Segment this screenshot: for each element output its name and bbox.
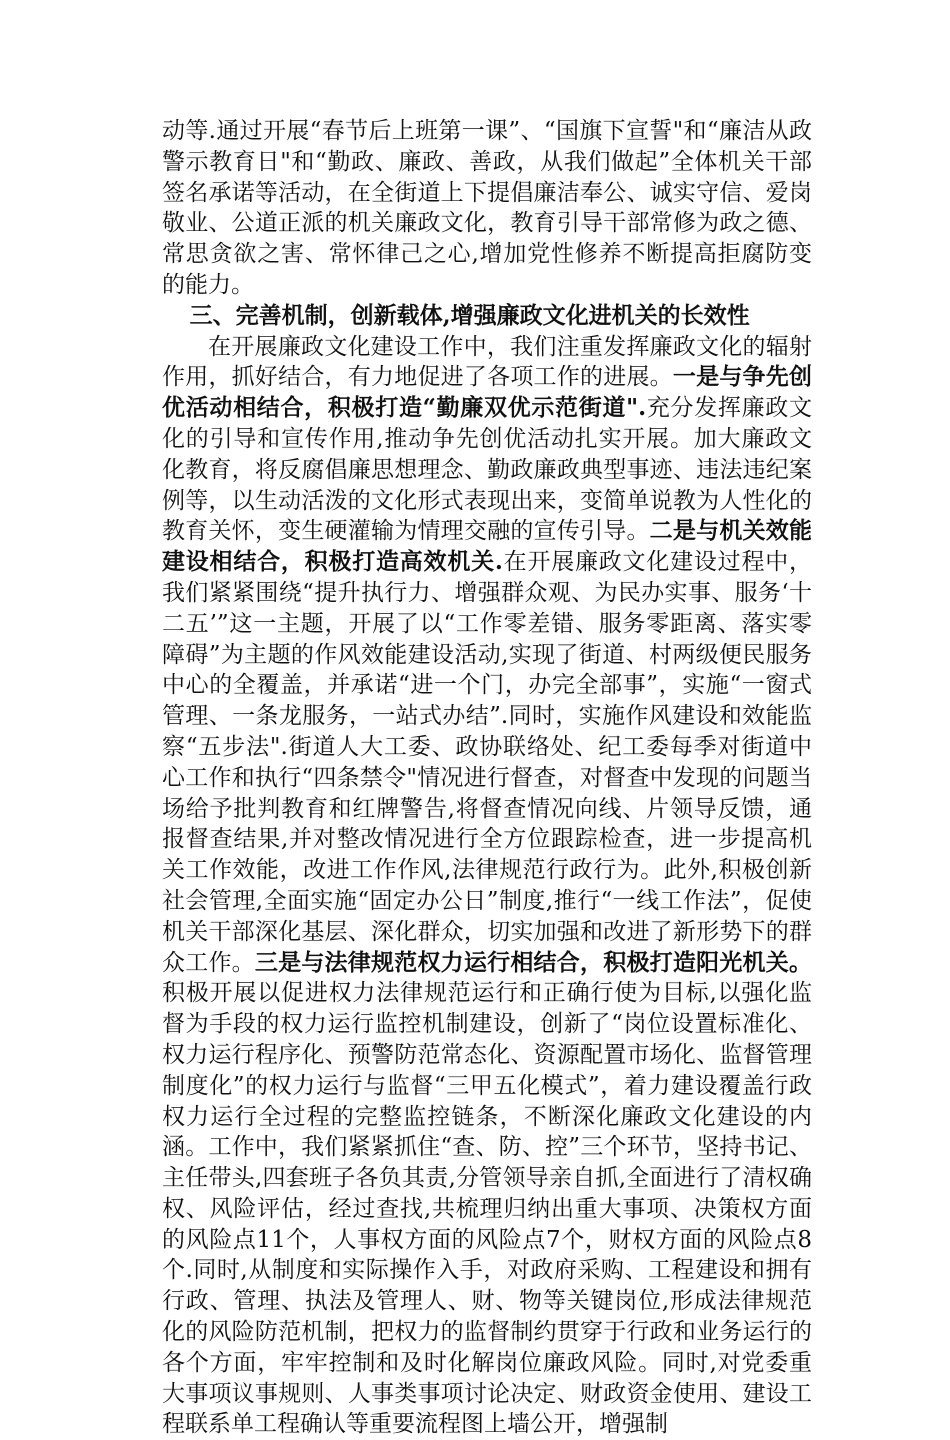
document-body [162,116,812,1440]
point-one-text: 充分发挥廉政文化的引导和宣传作用,推动争先创优活动扎实开展。加大廉政文化教育，将反腐倡廉思想理念、勤政廉政典型事迹、违法违纪案例等，以生动活泼的文化形式表现出来，变简单说教为人性化的教育关怀，变生硬灌输为情理交融的宣传引导。 [162,395,812,545]
point-two-text: 在开展廉政文化建设过程中，我们紧紧围绕“提升执行力、增强群众观、为民办实事、服务‘十二五’”这一主题，开展了以“工作零差错、服务零距离、落实零障碍”为主题的作风效能建设活动,实现了街道、村两级便民服务中心的全覆盖，并承诺“进一个门，办完全部事”，实施“一窗式管理、一条龙服务，一站式办结”.同时，实施作风建设和效能监察“五步法".街道人大工委、政协联络处、纪工委每季对街道中心工作和执行“四条禁令"情况进行督查，对督查中发现的问题当场给予批判教育和红牌警告,将督查情况向线、片领导反馈，通报督查结果,并对整改情况进行全方位跟踪检查，进一步提高机关工作效能，改进工作作风,法律规范行政行为。此外,积极创新社会管理,全面实施“固定办公日”制度,推行“一线工作法”，促使机关干部深化基层、深化群众，切实加强和改进了新形势下的群众工作。 [162,549,812,976]
paragraph-main [162,332,812,1440]
bold-point-three: 三是与法律规范权力运行相结合，积极打造阳光机关。 [254,948,813,976]
bold-point-two: 二是与机关效能建设相结合，积极打造高效机关. [162,517,813,576]
section-heading: 三、完善机制，创新载体,增强廉政文化进机关的长效性 [189,301,750,329]
paragraph-continuation: 动等.通过开展“春节后上班第一课”、“国旗下宣誓"和“廉洁从政警示教育日"和“勤政、廉政、善政，从我们做起”全体机关干部签名承诺等活动，在全街道上下提倡廉洁奉公、诚实守信、爱岗敬业、公道正派的机关廉政文化，教育引导干部常修为政之德、常思贪欲之害、常怀律己之心,增加党性修养不断提高拒腐防变的能力。 [162,118,812,298]
paragraph-intro-text: 在开展廉政文化建设工作中，我们注重发挥廉政文化的辐射作用，抓好结合，有力地促进了各项工作的进展。 [162,333,812,391]
point-three-text: 积极开展以促进权力法律规范运行和正确行使为目标,以强化监督为手段的权力运行监控机制建设，创新了“岗位设置标准化、权力运行程序化、预警防范常态化、资源配置市场化、监督管理制度化”的权力运行与监督“三甲五化模式”，着力建设覆盖行政权力运行全过程的完整监控链条，不断深化廉政文化建设的内涵。工作中，我们紧紧抓住“查、防、控”三个环节，坚持书记、主任带头,四套班子各负其责,分管领导亲自抓,全面进行了清权确权、风险评估，经过查找,共梳理归纳出重大事项、决策权方面的风险点11个，人事权方面的风险点7个，财权方面的风险点8个.同时,从制度和实际操作入手，对政府采购、工程建设和拥有行政、管理、执法及管理人、财、物等关键岗位,形成法律规范化的风险防范机制，把权力的监督制约贯穿于行政和业务运行的各个方面，牢牢控制和及时化解岗位廉政风险。同时,对党委重大事项议事规则、人事类事项讨论决定、财政资金使用、建设工程联系单工程确认等重要流程图上墙公开，增强制 [162,980,812,1438]
bold-point-one: 一是与争先创优活动相结合，积极打造“勤廉双优示范街道". [162,363,813,422]
